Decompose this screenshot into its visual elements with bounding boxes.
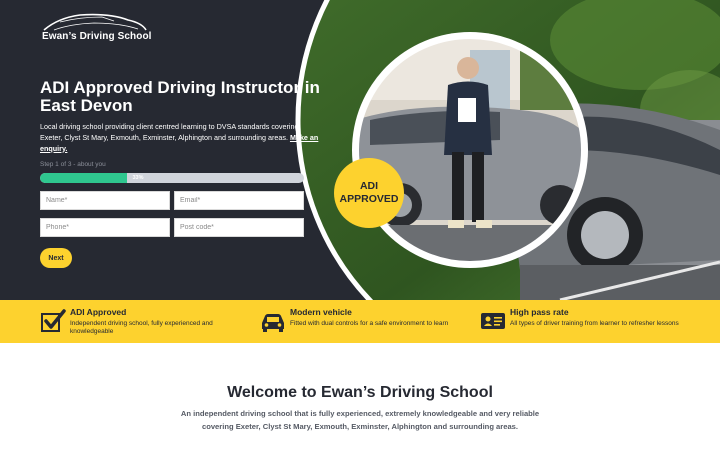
features-bar — [0, 300, 720, 343]
feature-title: High pass rate — [510, 307, 569, 317]
form-step-label: Step 1 of 3 - about you — [40, 161, 106, 168]
feature-high-pass-rate — [480, 306, 690, 338]
hero-title: ADI Approved Driving Instructor in East Devon — [40, 78, 320, 115]
adi-approved-badge — [334, 158, 404, 228]
feature-description: Independent driving school, fully experienced and knowledgeable — [70, 320, 213, 335]
feature-adi-approved — [40, 306, 250, 338]
feature-modern-vehicle — [260, 306, 470, 338]
enquiry-link[interactable]: Make an enquiry. — [40, 132, 319, 153]
postcode-field[interactable] — [174, 218, 304, 237]
feature-description: Fitted with dual controls for a safe environment to learn — [290, 320, 449, 327]
next-button[interactable]: Next — [40, 248, 72, 268]
id-card-icon — [480, 308, 506, 334]
hero-description — [40, 122, 320, 154]
welcome-title: Welcome to Ewan’s Driving School — [227, 384, 493, 401]
progress-label: 33% — [132, 175, 144, 181]
feature-title: ADI Approved — [70, 307, 127, 317]
checkmark-icon — [40, 308, 66, 334]
badge-line-2: APPROVED — [339, 193, 399, 205]
badge-line-1: ADI — [359, 180, 379, 192]
hero-description-text: Local driving school providing client centred learning to DVSA standards covering Exeter, Clyst St Mary, Exmouth, Exminster, Alphington and surrounding areas. — [40, 122, 299, 142]
brand-name[interactable]: Ewan’s Driving School — [42, 31, 152, 42]
welcome-description: An independent driving school that is fully experienced, extremely knowledgeable and very reliable covering Exeter, Clyst St Mary, Exmouth, Exminster, Alphington and surrounding areas. — [180, 409, 540, 431]
email-field[interactable] — [174, 191, 304, 210]
form-progress-bar — [40, 173, 304, 183]
feature-title: Modern vehicle — [290, 307, 352, 317]
car-icon — [260, 308, 286, 334]
feature-description: All types of driver training from learner to refresher lessons — [510, 320, 679, 327]
phone-field[interactable] — [40, 218, 170, 237]
name-field[interactable] — [40, 191, 170, 210]
